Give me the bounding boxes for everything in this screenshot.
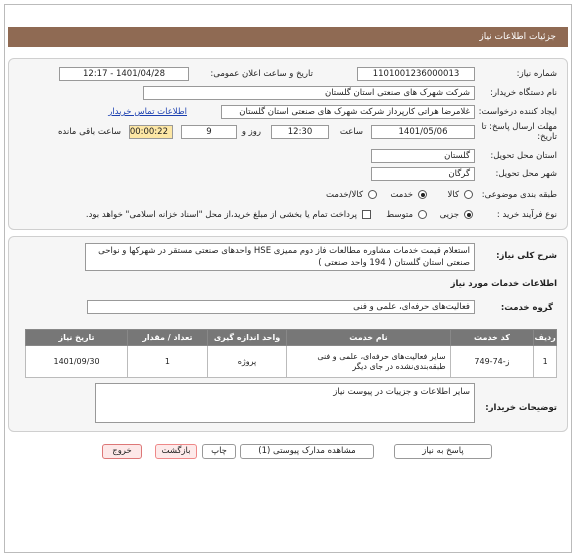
services-section-title: اطلاعات خدمات مورد نیاز: [450, 279, 557, 289]
purchase-type-label: نوع فرآیند خرید :: [496, 210, 557, 220]
purchase-option-minor: جزیی: [439, 210, 459, 220]
cell-service-name: سایر فعالیت‌های حرفه‌ای، علمی و فنی طبقه‌بندی‌نشده در جای دیگر: [287, 346, 450, 378]
buyer-org-label: نام دستگاه خریدار:: [490, 88, 557, 98]
cell-unit: پروژه: [207, 346, 287, 378]
view-attachments-button[interactable]: مشاهده مدارک پیوستی (1): [240, 444, 374, 459]
summary-label: شرح کلی نیاز:: [496, 251, 557, 261]
need-info-panel: [8, 58, 568, 230]
need-number-label: شماره نیاز:: [516, 69, 557, 79]
table-header-row: [26, 330, 557, 346]
category-option-service: خدمت: [390, 190, 413, 200]
announce-field: 1401/04/28 - 12:17: [59, 67, 189, 81]
col-header-service-code: کد خدمت: [450, 330, 534, 346]
requester-field: غلامرضا هراتی کارپرداز شرکت شهرک های صنعتی استان گلستان: [221, 105, 475, 119]
back-button[interactable]: بازگشت: [155, 444, 197, 459]
time-label: ساعت: [339, 127, 363, 137]
category-label: طبقه بندی موضوعی:: [481, 190, 557, 200]
announce-label: تاریخ و ساعت اعلان عمومی:: [210, 69, 313, 79]
exit-button[interactable]: خروج: [102, 444, 142, 459]
buyer-notes-label: توضیحات خریدار:: [485, 403, 557, 413]
province-label: استان محل تحویل:: [490, 151, 557, 161]
days-field: 9: [181, 125, 237, 139]
buyer-notes-field: سایر اطلاعات و جزییات در پیوست نیاز: [95, 383, 475, 423]
purchase-radio-minor[interactable]: [464, 210, 473, 219]
col-header-service-name: نام خدمت: [287, 330, 450, 346]
category-option-goods: کالا: [447, 190, 459, 200]
category-radio-goods-service[interactable]: [368, 190, 377, 199]
deadline-label: مهلت ارسال پاسخ: تا تاریخ:: [481, 122, 557, 142]
reply-button[interactable]: پاسخ به نیاز: [394, 444, 492, 459]
treasury-payment-checkbox[interactable]: [362, 210, 371, 219]
payment-note: پرداخت تمام یا بخشی از مبلغ خرید،از محل "اسناد خزانه اسلامی" خواهد بود.: [85, 210, 357, 220]
col-header-quantity: تعداد / مقدار: [128, 330, 208, 346]
city-label: شهر محل تحویل:: [495, 169, 557, 179]
services-panel: [8, 236, 568, 432]
cell-need-date: 1401/09/30: [26, 346, 128, 378]
remaining-time-field: 00:00:22: [129, 125, 173, 139]
print-button[interactable]: چاپ: [202, 444, 236, 459]
page-title: جزئیات اطلاعات نیاز: [8, 27, 568, 47]
buyer-contact-link[interactable]: اطلاعات تماس خریدار: [108, 107, 187, 117]
summary-text: استعلام قیمت خدمات مشاوره مطالعات فاز دوم ممیزی HSE واحدهای صنعتی مستقر در شهرکها و نواحی صنعتی استان گلستان ( 194 واحد صنعتی ): [85, 243, 475, 271]
category-option-goods-service: کالا/خدمت: [326, 190, 363, 200]
need-number-field: 1101001236000013: [357, 67, 475, 81]
service-group-label: گروه خدمت:: [500, 303, 553, 313]
service-group-field: فعالیت‌های حرفه‌ای، علمی و فنی: [87, 300, 475, 314]
cell-service-code: ز-74-749: [450, 346, 534, 378]
purchase-radio-medium[interactable]: [418, 210, 427, 219]
cell-quantity: 1: [128, 346, 208, 378]
deadline-date-field: 1401/05/06: [371, 125, 475, 139]
city-field: گرگان: [371, 167, 475, 181]
table-row: [26, 346, 557, 378]
province-field: گلستان: [371, 149, 475, 163]
purchase-option-medium: متوسط: [386, 210, 413, 220]
category-radio-service[interactable]: [418, 190, 427, 199]
col-header-need-date: تاریخ نیاز: [26, 330, 128, 346]
buyer-org-field: شرکت شهرک های صنعتی استان گلستان: [143, 86, 475, 100]
services-table: [25, 329, 557, 378]
col-header-row-number: ردیف: [534, 330, 557, 346]
days-label: روز و: [241, 127, 261, 137]
category-radio-goods[interactable]: [464, 190, 473, 199]
requester-label: ایجاد کننده درخواست:: [478, 107, 557, 117]
col-header-unit: واحد اندازه گیری: [207, 330, 287, 346]
remaining-label: ساعت باقی مانده: [57, 127, 121, 137]
deadline-time-field: 12:30: [271, 125, 329, 139]
cell-row-number: 1: [534, 346, 557, 378]
